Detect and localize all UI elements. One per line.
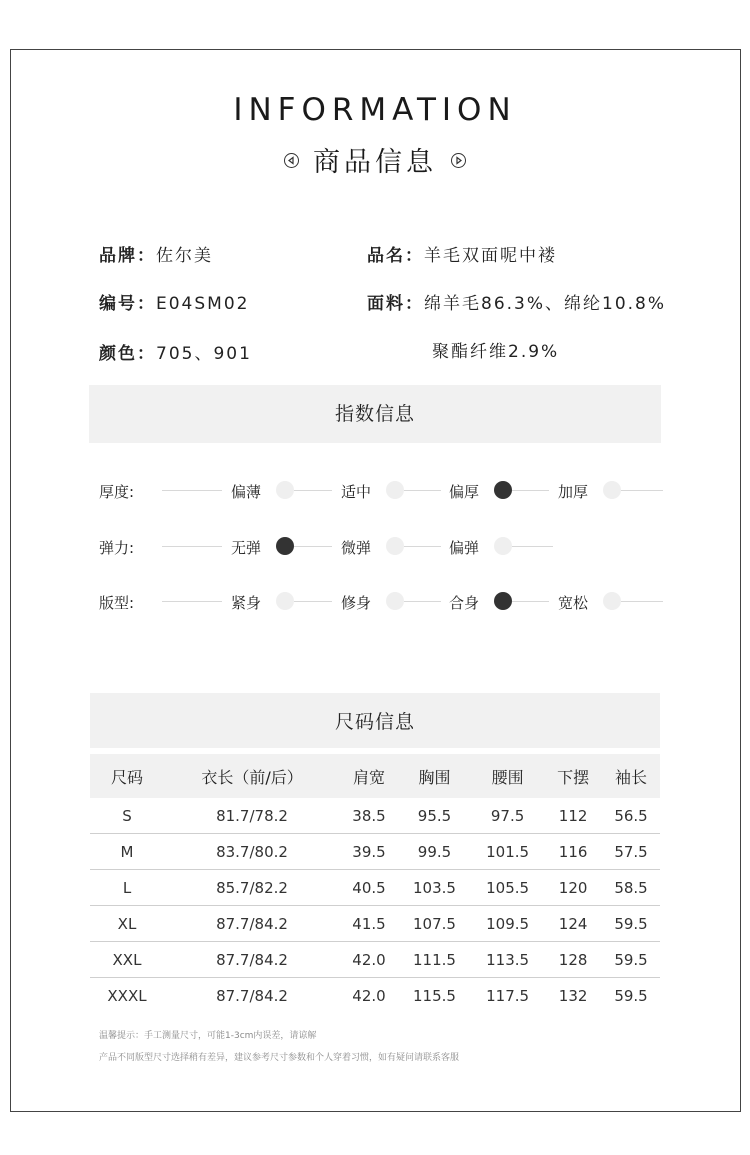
brand-value: 佐尔美 [156, 246, 213, 266]
size-table-cell: 101.5 [471, 834, 544, 870]
index-section-title: 指数信息 [89, 385, 661, 443]
index-option-label: 偏薄 [231, 483, 262, 501]
index-row-label: 弹力: [99, 539, 135, 557]
index-connector-line [512, 601, 549, 602]
size-table-cell: 107.5 [398, 906, 471, 942]
size-table-cell: 39.5 [340, 834, 398, 870]
index-option-label: 适中 [341, 483, 372, 501]
size-table-header-cell: 袖长 [602, 754, 660, 798]
index-connector-line [404, 546, 441, 547]
unselected-dot-icon [603, 592, 621, 610]
code-value: E04SM02 [156, 294, 250, 314]
size-table-cell: 116 [544, 834, 602, 870]
fabric-value-line2: 聚酯纤维2.9% [432, 342, 560, 362]
fabric-info [367, 289, 666, 314]
title-english: INFORMATION [233, 92, 517, 128]
size-table-header [90, 754, 660, 798]
index-option-label: 偏弹 [449, 539, 480, 557]
size-table-header-cell: 胸围 [398, 754, 471, 798]
size-table-cell: 99.5 [398, 834, 471, 870]
index-connector-line [404, 490, 441, 491]
index-connector-line [404, 601, 441, 602]
index-option-label: 合身 [449, 594, 480, 612]
size-table-cell: 59.5 [602, 942, 660, 978]
size-table-cell: 40.5 [340, 870, 398, 906]
size-table-cell: 56.5 [602, 798, 660, 834]
size-table-cell: 124 [544, 906, 602, 942]
size-table-header-cell: 尺码 [90, 754, 164, 798]
color-label: 颜色： [99, 344, 156, 364]
size-table-cell: 115.5 [413, 986, 456, 1005]
size-table-cell: 120 [544, 870, 602, 906]
table-row [90, 942, 660, 978]
size-table-cell: 87.7/84.2 [216, 986, 288, 1005]
note-line-2: 产品不同版型尺寸选择稍有差异，建议参考尺寸参数和个人穿着习惯，如有疑问请联系客服 [99, 1053, 460, 1063]
index-option-label: 紧身 [231, 594, 262, 612]
arrow-right-icon [451, 153, 466, 168]
size-table-cell: 42.0 [340, 942, 398, 978]
index-row-label: 厚度: [99, 483, 135, 501]
size-table-cell: 111.5 [398, 942, 471, 978]
size-table-cell: XXXL [107, 986, 147, 1005]
unselected-dot-icon [494, 537, 512, 555]
table-row [90, 906, 660, 942]
index-option-label: 加厚 [558, 483, 589, 501]
size-table-cell: 87.7/84.2 [164, 942, 340, 978]
index-connector-line [512, 546, 553, 547]
size-table-header-cell: 肩宽 [340, 754, 398, 798]
size-table-cell: 105.5 [471, 870, 544, 906]
index-option-label: 偏厚 [449, 483, 480, 501]
size-table-cell: M [90, 834, 164, 870]
name-value: 羊毛双面呢中褛 [424, 246, 557, 266]
fabric-label: 面料： [367, 294, 424, 314]
size-table-cell: 87.7/84.2 [164, 906, 340, 942]
size-table-cell: 113.5 [471, 942, 544, 978]
size-table-cell: L [90, 870, 164, 906]
table-row [90, 798, 660, 834]
index-connector-line [621, 490, 663, 491]
index-connector-line [162, 490, 222, 491]
size-table-cell: 97.5 [471, 798, 544, 834]
brand-label: 品牌： [99, 246, 156, 266]
table-row [90, 834, 660, 870]
size-table-cell: 83.7/80.2 [164, 834, 340, 870]
selected-dot-icon [494, 592, 512, 610]
size-table-header-cell: 衣长（前/后） [164, 754, 340, 798]
size-table-cell: 95.5 [398, 798, 471, 834]
unselected-dot-icon [386, 537, 404, 555]
size-table-cell: 59.5 [614, 986, 648, 1005]
unselected-dot-icon [386, 592, 404, 610]
size-table-cell: 109.5 [471, 906, 544, 942]
size-table-cell: 59.5 [602, 906, 660, 942]
title-chinese [0, 140, 750, 179]
size-table-cell: 103.5 [398, 870, 471, 906]
index-connector-line [162, 546, 222, 547]
size-table-cell: 57.5 [602, 834, 660, 870]
note-line-1: 温馨提示：手工测量尺寸，可能1-3cm内误差，请谅解 [99, 1031, 317, 1041]
size-table-cell: S [90, 798, 164, 834]
size-table-cell: 85.7/82.2 [164, 870, 340, 906]
size-table-cell: 128 [544, 942, 602, 978]
size-table-cell: 112 [544, 798, 602, 834]
index-connector-line [621, 601, 663, 602]
size-table [90, 754, 660, 1013]
code-info [99, 289, 249, 314]
code-label: 编号： [99, 294, 156, 314]
index-connector-line [294, 490, 332, 491]
size-table-cell: 81.7/78.2 [164, 798, 340, 834]
size-table-cell: 41.5 [340, 906, 398, 942]
arrow-left-icon [284, 153, 299, 168]
size-table-cell: 42.0 [352, 986, 386, 1005]
size-table-cell: XL [90, 906, 164, 942]
unselected-dot-icon [603, 481, 621, 499]
index-option-label: 修身 [341, 594, 372, 612]
name-label: 品名： [367, 246, 424, 266]
size-table-cell: 117.5 [486, 986, 530, 1005]
index-connector-line [512, 490, 549, 491]
title-chinese-text: 商品信息 [313, 147, 437, 178]
index-option-label: 微弹 [341, 539, 372, 557]
size-table-header-cell: 下摆 [544, 754, 602, 798]
size-section-title: 尺码信息 [90, 693, 660, 748]
selected-dot-icon [494, 481, 512, 499]
index-connector-line [162, 601, 222, 602]
table-row [90, 870, 660, 906]
color-value: 705、901 [156, 344, 252, 364]
index-row-label: 版型: [99, 594, 135, 612]
selected-dot-icon [276, 537, 294, 555]
color-info [99, 339, 252, 364]
name-info [367, 241, 557, 266]
size-table-cell: XXL [90, 942, 164, 978]
size-table-cell: 38.5 [340, 798, 398, 834]
unselected-dot-icon [386, 481, 404, 499]
size-table-header-cell: 腰围 [471, 754, 544, 798]
unselected-dot-icon [276, 592, 294, 610]
index-option-label: 无弹 [231, 539, 262, 557]
index-connector-line [294, 601, 332, 602]
size-table-cell: 132 [558, 986, 588, 1005]
table-row [90, 978, 660, 1014]
index-connector-line [294, 546, 332, 547]
index-option-label: 宽松 [558, 594, 589, 612]
unselected-dot-icon [276, 481, 294, 499]
size-table-cell: 58.5 [602, 870, 660, 906]
brand-info [99, 241, 213, 266]
fabric-value-line1: 绵羊毛86.3%、绵纶10.8% [424, 294, 667, 314]
